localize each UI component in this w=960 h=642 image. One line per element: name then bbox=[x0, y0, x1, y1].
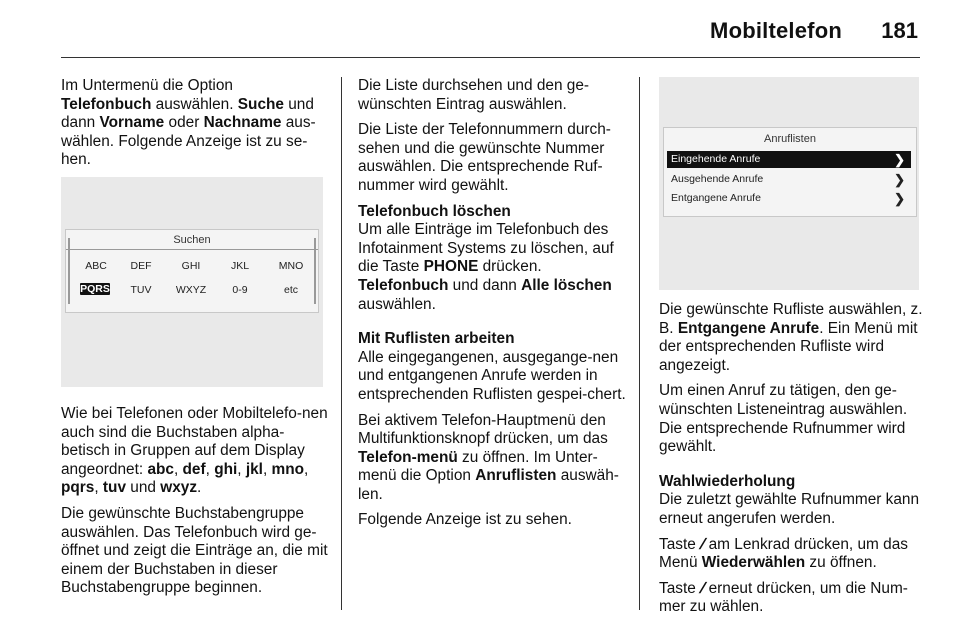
bold-term: Nachname bbox=[203, 114, 282, 132]
text: , bbox=[173, 460, 183, 478]
screen-title: Anruflisten bbox=[764, 133, 816, 145]
heading-delete-phonebook: Telefonbuch löschen bbox=[358, 202, 511, 220]
text: auswählen. bbox=[151, 95, 238, 113]
text: . Ein Menü mit der entsprechenden Rufliste wird angezeigt. bbox=[659, 319, 918, 374]
bold-term: pqrs bbox=[61, 479, 95, 497]
column-3 bbox=[659, 77, 924, 624]
bold-term: Vorname bbox=[99, 114, 165, 132]
chevron-right-icon: ❯ bbox=[894, 172, 905, 187]
paragraph-display-follows: Folgende Anzeige ist zu sehen. bbox=[358, 511, 572, 529]
bold-term: Alle löschen bbox=[521, 276, 612, 294]
paragraph-call-lists: Alle eingegangenen, ausgegange-nen und entgangenen Anrufe werden in entsprechenden Ruflisten gespei-chert. bbox=[358, 348, 626, 403]
text: , bbox=[262, 460, 272, 478]
letter-group-tuv[interactable]: TUV bbox=[130, 284, 152, 296]
letter-group-abc[interactable]: ABC bbox=[85, 260, 107, 272]
screen-edge bbox=[314, 238, 316, 304]
letter-group-def[interactable]: DEF bbox=[130, 260, 152, 272]
text: Wie bei Telefonen oder Mobiltelefo-nen auch sind die Buchstaben alpha-betisch in Gruppen auf dem Display angeordnet: bbox=[61, 404, 328, 478]
bold-term: abc bbox=[147, 460, 174, 478]
bold-term: Suche bbox=[237, 95, 284, 113]
paragraph-select-list bbox=[659, 301, 924, 375]
paragraph-browse-numbers: Die Liste der Telefonnummern durch-sehen und die gewünschte Nummer auswählen. Die entsprechende Ruf-nummer wird gewählt. bbox=[358, 121, 611, 194]
header-rule bbox=[61, 57, 920, 58]
bold-term: def bbox=[182, 460, 206, 478]
spacer bbox=[659, 464, 924, 473]
bold-term: Anruflisten bbox=[475, 467, 557, 485]
column-divider-2 bbox=[639, 77, 640, 610]
text: aus-wählen. Folgende Anzeige ist zu se-hen. bbox=[61, 114, 316, 169]
text: , bbox=[205, 460, 215, 478]
paragraph-browse-list: Die Liste durchsehen und den ge-wünschten Eintrag auswählen. bbox=[358, 77, 590, 113]
heading-call-lists: Mit Ruflisten arbeiten bbox=[358, 330, 515, 348]
text: . bbox=[197, 479, 202, 497]
paragraph-select-group: Die gewünschte Buchstabengruppe auswählen. Das Telefonbuch wird ge-öffnet und zeigt die Einträge an, die mit einem der Buchstaben in dieser Buchstabengruppe beginnen. bbox=[61, 504, 328, 597]
text: Um alle Einträge im Telefonbuch des Infotainment Systems zu löschen, auf die Taste bbox=[358, 221, 614, 276]
phone-icon: / bbox=[698, 535, 707, 553]
text: , bbox=[237, 460, 246, 478]
letter-group-digits[interactable]: 0-9 bbox=[232, 284, 248, 296]
paragraph-open-phone-menu bbox=[358, 412, 626, 505]
page-number: 181 bbox=[881, 18, 918, 43]
paragraph-place-call: Um einen Anruf zu tätigen, den ge-wünschten Listeneintrag auswählen. Die entsprechende Rufnummer wird gewählt. bbox=[659, 382, 908, 456]
screen-edge bbox=[68, 238, 70, 304]
text: drücken. bbox=[478, 258, 542, 276]
bold-term: wxyz bbox=[160, 479, 198, 497]
letter-group-pqrs[interactable]: PQRS bbox=[80, 283, 110, 295]
column-divider-1 bbox=[341, 77, 342, 610]
menu-item-label: Entgangene Anrufe bbox=[671, 192, 761, 204]
paragraph-delete bbox=[358, 221, 626, 314]
screen-title: Suchen bbox=[173, 234, 211, 246]
text: , bbox=[94, 479, 103, 497]
letter-group-wxyz[interactable]: WXYZ bbox=[175, 284, 207, 296]
paragraph-intro bbox=[61, 77, 329, 170]
letter-group-jkl[interactable]: JKL bbox=[230, 260, 250, 272]
menu-item-label: Ausgehende Anrufe bbox=[671, 173, 764, 185]
bold-term: Telefonbuch bbox=[358, 276, 449, 294]
text: Die gewünschte Rufliste auswählen, z. B. bbox=[659, 301, 923, 337]
letter-group-ghi[interactable]: GHI bbox=[181, 260, 201, 272]
page-header-title: Mobiltelefon bbox=[710, 18, 842, 43]
chevron-right-icon: ❯ bbox=[894, 152, 905, 167]
bold-term: Wiederwählen bbox=[701, 554, 806, 572]
text: zu öffnen. bbox=[805, 554, 877, 572]
text: am Lenkrad drücken, um das Menü bbox=[659, 535, 908, 572]
display-search bbox=[65, 229, 319, 313]
text: und dann bbox=[61, 95, 314, 132]
bold-term: mno bbox=[271, 460, 305, 478]
letter-group-etc[interactable]: etc bbox=[283, 284, 298, 296]
paragraph-letters bbox=[61, 405, 329, 498]
bold-term: PHONE bbox=[423, 258, 479, 276]
letter-group-mno[interactable]: MNO bbox=[278, 260, 304, 272]
spacer bbox=[358, 321, 626, 330]
text: und bbox=[126, 479, 161, 497]
menu-item-label: Eingehende Anrufe bbox=[671, 153, 761, 165]
column-2 bbox=[358, 77, 626, 537]
text: zu öffnen. Im Unter-menü die Option bbox=[358, 448, 598, 485]
bold-term: Telefon-menü bbox=[358, 448, 458, 466]
bold-term: tuv bbox=[102, 479, 127, 497]
text: auswäh-len. bbox=[358, 467, 619, 503]
text: Taste bbox=[659, 535, 701, 553]
paragraph-redial-dial bbox=[659, 580, 924, 617]
screen-title-rule bbox=[66, 249, 318, 250]
text: oder bbox=[164, 114, 204, 132]
bold-term: jkl bbox=[245, 460, 263, 478]
paragraph-redial-menu bbox=[659, 536, 924, 573]
figure-search-screen bbox=[61, 177, 323, 387]
text: auswählen. bbox=[358, 295, 436, 313]
text: Bei aktivem Telefon-Hauptmenü den Multifunktionsknopf drücken, um das bbox=[358, 411, 608, 448]
paragraph-redial-intro: Die zuletzt gewählte Rufnummer kann erneut angerufen werden. bbox=[659, 491, 920, 527]
heading-redial: Wahlwiederholung bbox=[659, 472, 796, 490]
bold-term: Entgangene Anrufe bbox=[677, 319, 820, 337]
text: , bbox=[304, 460, 309, 478]
text: und dann bbox=[448, 276, 522, 294]
bold-term: Telefonbuch bbox=[61, 95, 152, 113]
text: Im Untermenü die Option bbox=[61, 77, 233, 94]
text: erneut drücken, um die Num-mer zu wählen. bbox=[659, 579, 908, 616]
text: Taste bbox=[659, 579, 701, 597]
phone-icon: / bbox=[698, 579, 707, 597]
chevron-right-icon: ❯ bbox=[894, 191, 905, 206]
bold-term: ghi bbox=[214, 460, 238, 478]
